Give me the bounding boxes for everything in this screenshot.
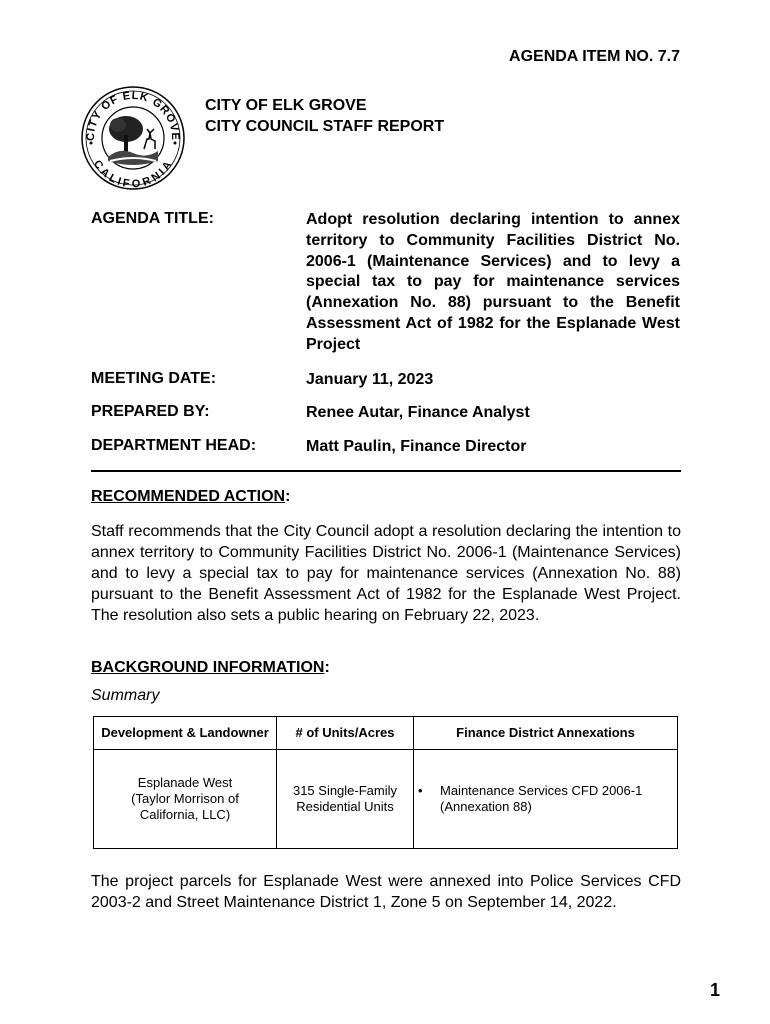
background-heading-text: BACKGROUND INFORMATION	[91, 659, 325, 676]
divider-rule	[91, 470, 681, 472]
recommended-action-heading-colon: :	[285, 488, 291, 505]
background-paragraph: The project parcels for Esplanade West were annexed into Police Services CFD 2003-2 and Street Maintenance District 1, Zone 5 on September 14, 2022.	[91, 873, 681, 911]
annexation-text: Maintenance Services CFD 2006-1 (Annexation 88)	[440, 783, 643, 814]
table-cell-annexations	[414, 750, 678, 849]
background-heading-colon: :	[324, 659, 330, 676]
department-head-label: DEPARTMENT HEAD:	[91, 437, 257, 454]
summary-label: Summary	[91, 687, 160, 704]
table-header-row	[94, 717, 678, 750]
units-text: 315 Single-Family Residential Units	[292, 783, 398, 814]
city-seal-logo	[80, 85, 186, 191]
org-name: CITY OF ELK GROVE	[205, 97, 367, 114]
bullet-icon: •	[418, 783, 423, 798]
seal-bottom-text: CALIFORNIA	[90, 158, 176, 191]
recommended-action-heading-text: RECOMMENDED ACTION	[91, 488, 286, 505]
table-header-units: # of Units/Acres	[277, 717, 414, 750]
table-header-annexations: Finance District Annexations	[414, 717, 678, 750]
table-row	[94, 750, 678, 849]
prepared-by-value: Renee Autar, Finance Analyst	[306, 404, 530, 421]
agenda-title-label: AGENDA TITLE:	[91, 210, 214, 227]
development-text: Esplanade West (Taylor Morrison of California, LLC)	[131, 775, 239, 822]
summary-table	[93, 716, 678, 849]
page-number: 1	[709, 980, 720, 1000]
background-heading	[91, 659, 330, 677]
table-cell-units	[277, 750, 414, 849]
recommended-action-heading	[91, 488, 290, 506]
table-cell-development	[94, 750, 277, 849]
department-head-value: Matt Paulin, Finance Director	[306, 438, 527, 455]
org-heading	[205, 95, 444, 137]
recommended-action-text: Staff recommends that the City Council adopt a resolution declaring the intention to annex territory to Community Facilities District No. 2006-1 (Maintenance Services) and to levy a special tax to pay for maintenance services (Annexation No. 88) pursuant to the Benefit Assessment Act of 1982 for the Esplanade West Project. The resolution also sets a public hearing on February 22, 2023.	[91, 523, 681, 624]
annexation-list-item	[418, 783, 673, 815]
seal-top-text: CITY OF ELK GROVE	[84, 89, 182, 142]
agenda-item-number: AGENDA ITEM NO. 7.7	[509, 48, 680, 65]
meeting-date-label: MEETING DATE:	[91, 370, 217, 387]
agenda-title-value: Adopt resolution declaring intention to annex territory to Community Facilities District No. 2006-1 (Maintenance Services) and to levy a special tax to pay for maintenance services (Annexation No. 88) pursuant to the Benefit Assessment Act of 1982 for the Esplanade West Project	[306, 211, 680, 353]
meeting-date-value: January 11, 2023	[306, 371, 434, 388]
prepared-by-label: PREPARED BY:	[91, 403, 210, 420]
table-header-development: Development & Landowner	[94, 717, 277, 750]
report-type: CITY COUNCIL STAFF REPORT	[205, 118, 445, 135]
